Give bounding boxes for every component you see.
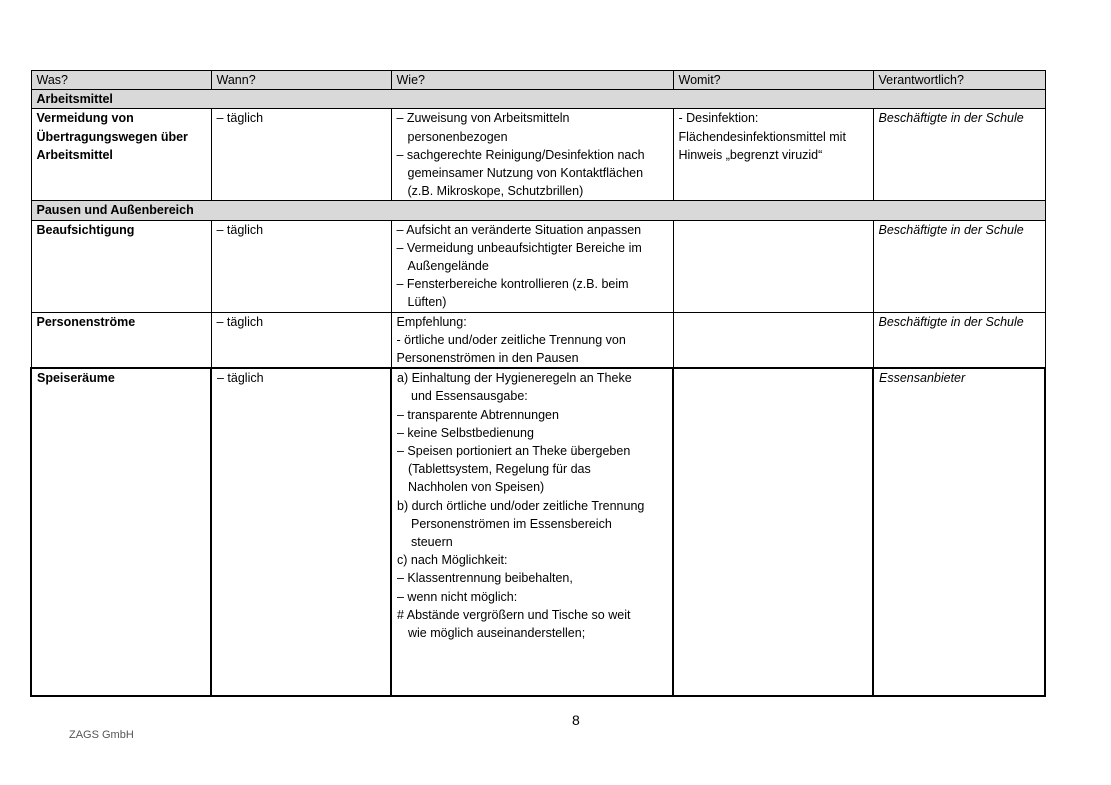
cell-line: – wenn nicht möglich: [397,589,518,604]
cell-line: wie möglich auseinanderstellen; [408,626,586,641]
section-title-pausen: Pausen und Außenbereich [31,201,1045,220]
cell-line: # Abstände vergrößern und Tische so weit [397,607,631,622]
header-wie: Wie? [391,71,673,90]
cell-line: Nachholen von Speisen) [408,480,545,495]
cell-line: Außengelände [407,259,489,274]
cell-wie [391,312,673,368]
cell-wann: – täglich [211,220,391,312]
cell-line: c) nach Möglichkeit: [397,553,508,568]
cell-was: Speiseräume [31,368,211,696]
cell-line: (z.B. Mikroskope, Schutzbrillen) [407,184,584,199]
cell-verantwortlich: Beschäftigte in der Schule [873,220,1045,312]
cell-line: Empfehlung: [396,314,467,329]
cell-line: Personenströmen in den Pausen [396,351,579,366]
cell-line: Lüften) [407,295,447,310]
cell-line: – keine Selbstbedienung [397,425,534,440]
header-was: Was? [31,71,211,90]
cell-line: Vermeidung von [36,111,134,126]
cell-line: gemeinsamer Nutzung von Kontaktflächen [407,166,644,181]
cell-line: – Vermeidung unbeaufsichtigter Bereiche im [396,240,642,255]
cell-womit [673,312,873,368]
cell-line: – Speisen portioniert an Theke übergeben [397,444,631,459]
cell-line: personenbezogen [407,129,508,144]
cell-line: Flächendesinfektionsmittel mit [678,129,846,144]
cell-wie [391,368,673,696]
cell-wie [391,220,673,312]
cell-line: Übertragungswegen über [36,129,188,144]
cell-line: steuern [411,535,453,550]
cell-was: Personenströme [31,312,211,368]
cell-line: a) Einhaltung der Hygieneregeln an Theke [397,371,632,386]
cell-line: – Aufsicht an veränderte Situation anpassen [396,222,642,237]
cell-line: Personenströmen im Essensbereich [411,516,612,531]
header-wann: Wann? [211,71,391,90]
section-row-arbeitsmittel [31,90,1045,109]
cell-wann: – täglich [211,109,391,201]
measures-table [30,70,1046,697]
header-verantwortlich: Verantwortlich? [873,71,1045,90]
cell-wann: – täglich [211,312,391,368]
section-title-arbeitsmittel: Arbeitsmittel [31,90,1045,109]
header-womit: Womit? [673,71,873,90]
cell-was [31,109,211,201]
cell-line: - örtliche und/oder zeitliche Trennung von [396,332,626,347]
cell-womit [673,220,873,312]
cell-wann: – täglich [211,368,391,696]
cell-wie [391,109,673,201]
footer-company: ZAGS GmbH [69,729,134,741]
cell-verantwortlich: Essensanbieter [873,368,1045,696]
page-number: 8 [572,712,580,728]
cell-line: und Essensausgabe: [411,389,528,404]
cell-line: Hinweis „begrenzt viruzid“ [678,147,823,162]
cell-line: – Klassentrennung beibehalten, [397,571,573,586]
table-row [31,109,1045,201]
cell-line: - Desinfektion: [678,111,759,126]
cell-womit [673,109,873,201]
cell-line: Arbeitsmittel [36,147,113,162]
table-header-row [31,71,1045,90]
cell-line: (Tablettsystem, Regelung für das [408,462,591,477]
table-row [31,220,1045,312]
cell-was: Beaufsichtigung [31,220,211,312]
cell-verantwortlich: Beschäftigte in der Schule [873,109,1045,201]
cell-womit [673,368,873,696]
cell-line: – Zuweisung von Arbeitsmitteln [396,111,570,126]
cell-line: – Fensterbereiche kontrollieren (z.B. beim [396,277,629,292]
cell-line: – sachgerechte Reinigung/Desinfektion nach [396,147,645,162]
cell-line: – transparente Abtrennungen [397,407,559,422]
table-row [31,312,1045,368]
section-row-pausen [31,201,1045,220]
cell-line: b) durch örtliche und/oder zeitliche Trennung [397,498,645,513]
table-row [31,368,1045,696]
cell-verantwortlich: Beschäftigte in der Schule [873,312,1045,368]
